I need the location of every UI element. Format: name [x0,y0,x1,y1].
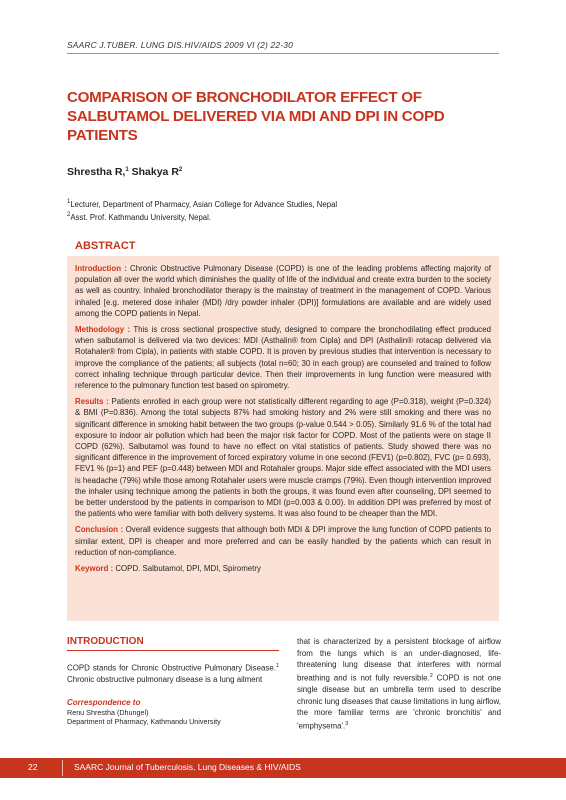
introduction-heading: INTRODUCTION [67,636,144,647]
affil-marker: 2 [67,212,71,218]
right-column [297,636,501,732]
left-column [67,636,279,727]
abstract-methodology [75,324,491,391]
affiliation-text: Lecturer, Department of Pharmacy, Asian College for Advance Studies, Nepal [70,200,338,209]
abstract-keywords [75,563,491,574]
author-list [67,166,182,178]
body-text: that is characterized by a persistent blockage of airflow from the lungs which is an under-diagnosed, life-threatening lung disease that interferes with normal breathing and is not fully reversible. [297,637,501,683]
citation-marker: 3 [345,720,349,727]
affiliation-text: Asst. Prof. Kathmandu University, Nepal. [70,213,212,222]
page-number: 22 [28,762,38,772]
section-rule [67,650,279,651]
abstract-text: Chronic Obstructive Pulmonary Disease (COPD) is one of the leading problems affecting majority of population all over the world which diminishes the quality of life of the individual and create extra burden to the society as well as country. Inhaled bronchodilator therapy is the mainstay of treatment in the management of COPD. Various inhaled [e.g. metered dose inhaler (MDI) /dry powder inhaler (DPI)] formulations are available and are widely used among the COPD patients in Nepal. [75,264,492,318]
author-name: Shrestha R, [67,166,126,178]
footer-divider [62,760,63,776]
footer-journal-name: SAARC Journal of Tuberculosis, Lung Diseases & HIV/AIDS [74,762,301,772]
abstract-text: COPD. Salbutamol, DPI, MDI, Spirometry [113,564,261,574]
journal-citation: SAARC J.TUBER. LUNG DIS.HIV/AIDS 2009 VI (2) 22-30 [67,40,293,50]
affiliation-line [67,210,467,223]
body-text: Chronic obstructive pulmonary disease is a lung ailment [67,675,263,685]
author-affil-marker: 2 [178,167,183,173]
footer-bar [0,758,566,778]
abstract-label: Keyword : [75,564,114,574]
affiliations [67,197,467,223]
abstract-label: Conclusion : [75,525,124,535]
abstract-results [75,396,491,519]
header-rule [67,53,499,54]
abstract-box [67,256,499,621]
citation-marker: 1 [275,663,279,669]
correspondence-name: Renu Shrestha (Dhungel) [67,707,149,717]
abstract-conclusion [75,524,491,558]
introduction-paragraph-continued [297,636,501,732]
affiliation-line [67,197,467,210]
author-affil-marker: 1 [125,167,129,173]
correspondence-department: Department of Pharmacy, Kathmandu University [67,717,221,727]
abstract-text: Overall evidence suggests that although both MDI & DPI improve the lung function of COPD patients to similar extent, DPI is cheaper and more preferred and can be easily handled by the patients which can result in reduction of non-compliance. [75,525,491,557]
abstract-introduction [75,263,491,319]
abstract-text: Patients enrolled in each group were not statistically different regarding to age (P=0.318), weight (P=0.324) & BMI (P=0.836). Among the total subjects 87% had smoking history and 2% were still smoking and there was no significant difference in smoking habit between the two groups (p-value 0.544 > 0.05). Similarly 91.6 % of the total had exposure to indoor air pollution which had been the major risk factor for COPD. Most of the patients were on stage II COPD (62%). Salbutamol was found to have no effect on vital statistics of patients. Study showed there was no significant difference in the improvement of forced expiratory volume in one second (FEV1) (p=0.802), FVC (p= 0.693), FEV1 % (p=1) and PEF (p=0.448) between MDI and Rotahaler groups. Major side effect associated with the MDI users is headache (79%) while those among Rotahaler users were muscle cramps (79%). Even though intervention improved the inhaler using technique among the patients in both the groups, it was found even after counseling, DPI seemed to be better understood by the patients in comparison to MDI (p=0.003 & 0.00). In addition DPI was preferred by most of the patients who were familiar with both delivery systems. It was also found to be cheaper than the MDI. [75,397,492,519]
correspondence-heading: Correspondence to [67,697,141,707]
citation-marker: 2 [429,672,433,679]
author-name: Shakya R [131,166,179,178]
introduction-paragraph [67,661,279,686]
abstract-label: Results : [75,397,109,407]
body-text: COPD stands for Chronic Obstructive Pulmonary Disease. [67,663,276,673]
article-title: COMPARISON OF BRONCHODILATOR EFFECT OF SALBUTAMOL DELIVERED VIA MDI AND DPI IN COPD PATIENTS [67,89,445,144]
abstract-label: Methodology : [75,325,131,335]
abstract-label: Introduction : [75,264,127,273]
body-text: COPD is not one single disease but an umbrella term used to describe chronic lung diseases that cause limitations in lung airflow, the more familiar terms are 'chronic bronchitis' and 'emphysema'. [297,673,501,731]
abstract-text: This is cross sectional prospective study, designed to compare the bronchodilating effect produced when salbutamol is delivered via two devices: MDI (Asthalin® from Cipla) and DPI (Asthalin® rotacap delivered via Rotahaler® from Cipla), in patients with stable COPD. It is proven by previous studies that intervention is necessary to improve the compliance of the patients; all subjects (total n=60; 30 in each group) are counseled and trained to follow correct inhaling technique through particular device. Then their improvements in lung function were measured with reference to the pulmonary function test based on spirometry. [75,325,491,391]
abstract-heading: ABSTRACT [75,240,136,252]
affil-marker: 1 [67,199,71,205]
